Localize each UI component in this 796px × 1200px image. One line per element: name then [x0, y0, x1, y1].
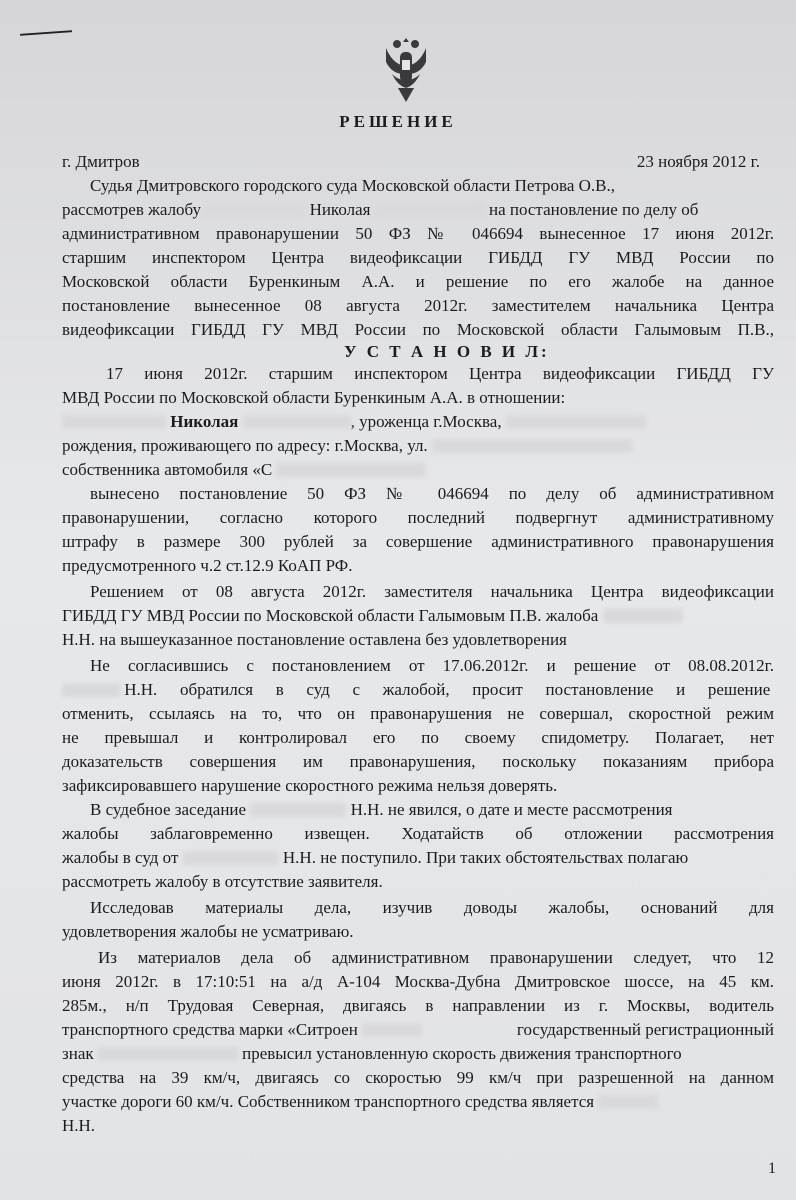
- header-row: [62, 152, 774, 172]
- text-line: штрафу в размере 300 рублей за совершение административного правонарушения: [62, 532, 774, 551]
- text-line: 17 июня 2012г. старшим инспектором Центра видеофиксации ГИБДД ГУ: [106, 364, 774, 383]
- text-line: удовлетворения жалобы не усматриваю.: [62, 922, 354, 941]
- text-line: Из материалов дела об административном правонарушении следует, что 12: [98, 948, 774, 967]
- city: г. Дмитров: [62, 152, 140, 171]
- redaction: [276, 463, 426, 477]
- text-line: транспортного средства марки «Ситроен государственный регистрационный: [62, 1020, 774, 1039]
- text-line: Н.Н. обратился в суд с жалобой, просит постановление и решение: [62, 680, 774, 700]
- text-line: административном правонарушении 50 ФЗ № 046694 вынесенное 17 июня 2012г.: [62, 224, 774, 243]
- document-title: РЕШЕНИЕ: [339, 112, 457, 131]
- text-line: собственника автомобиля «С: [62, 460, 774, 480]
- section-heading: У С Т А Н О В И Л:: [344, 342, 550, 361]
- redaction: [98, 1047, 238, 1061]
- text-line: Н.Н. на вышеуказанное постановление оставлена без удовлетворения: [62, 630, 567, 649]
- text-line: предусмотренного ч.2 ст.12.9 КоАП РФ.: [62, 556, 353, 575]
- pen-mark: [20, 30, 72, 36]
- double-headed-eagle-icon: [382, 34, 430, 106]
- text-line: видеофиксации ГИБДД ГУ МВД России по Московской области Галымовым П.В.,: [62, 320, 774, 339]
- redaction: [375, 203, 485, 217]
- redaction: [243, 415, 351, 429]
- text-line: не превышал и контролировал его по своему спидометру. Полагает, нет: [62, 728, 774, 747]
- redaction: [432, 439, 632, 453]
- text-line: старшим инспектором Центра видеофиксации ГИБДД ГУ МВД России по: [62, 248, 774, 267]
- text-line: 285м., н/п Трудовая Северная, двигаясь в направлении из г. Москвы, водитель: [62, 996, 774, 1015]
- text-line: рождения, проживающего по адресу: г.Москва, ул.: [62, 436, 774, 456]
- redaction: [62, 683, 120, 697]
- text-line: Исследовав материалы дела, изучив доводы жалобы, оснований для: [90, 898, 774, 917]
- text-line: Судья Дмитровского городского суда Московской области Петрова О.В.,: [90, 176, 615, 195]
- text-line: правонарушении, согласно которого последний подвергнут административному: [62, 508, 774, 527]
- text-line: Московской области Буренкиным А.А. и решение по его жалобе на данное: [62, 272, 774, 291]
- text-line: знак превысил установленную скорость движения транспортного: [62, 1044, 682, 1063]
- redaction: [603, 609, 683, 623]
- redaction: [506, 415, 646, 429]
- text-line: отменить, ссылаясь на то, что он правонарушения не совершал, скоростной режим: [62, 704, 774, 723]
- redaction: [362, 1023, 422, 1037]
- text-line: рассмотреть жалобу в отсутствие заявителя.: [62, 872, 383, 891]
- text-line: постановление вынесенное 08 августа 2012г. заместителем начальника Центра: [62, 296, 774, 315]
- text-line: Николая , уроженца г.Москва,: [62, 412, 774, 432]
- text-line: зафиксировавшего нарушение скоростного режима нельзя доверять.: [62, 776, 558, 795]
- text-line: В судебное заседание Н.Н. не явился, о дате и месте рассмотрения: [90, 800, 673, 819]
- text-line: ГИБДД ГУ МВД России по Московской области Галымовым П.В. жалоба: [62, 606, 774, 626]
- text-line: средства на 39 км/ч, двигаясь со скоростью 99 км/ч при разрешенной на данном: [62, 1068, 774, 1087]
- text-line: жалобы в суд от Н.Н. не поступило. При таких обстоятельствах полагаю: [62, 848, 689, 867]
- text-line: доказательств совершения им правонарушения, поскольку показаниям прибора: [62, 752, 774, 771]
- text-line: МВД России по Московской области Буренкиным А.А. в отношении:: [62, 388, 566, 407]
- redaction: [183, 851, 279, 865]
- redaction: [62, 415, 166, 429]
- redaction: [598, 1095, 658, 1109]
- text-line: июня 2012г. в 17:10:51 на а/д А-104 Москва-Дубна Дмитровское шоссе, на 45 км.: [62, 972, 774, 991]
- text-line: Не согласившись с постановлением от 17.06.2012г. и решение от 08.08.2012г.: [90, 656, 774, 675]
- text-line: участке дороги 60 км/ч. Собственником транспортного средства является: [62, 1092, 774, 1112]
- text-line: рассмотрев жалобу Николая на постановление по делу об: [62, 200, 699, 219]
- redaction: [250, 803, 346, 817]
- document-date: 23 ноября 2012 г.: [636, 152, 760, 171]
- page-number: 1: [768, 1160, 776, 1177]
- text-line: Н.Н.: [62, 1116, 96, 1135]
- redaction: [205, 203, 305, 217]
- text-line: вынесено постановление 50 ФЗ № 046694 по делу об административном: [90, 484, 774, 503]
- text-line: Решением от 08 августа 2012г. заместителя начальника Центра видеофиксации: [90, 582, 774, 601]
- text-line: жалобы заблаговременно извещен. Ходатайств об отложении рассмотрения: [62, 824, 774, 843]
